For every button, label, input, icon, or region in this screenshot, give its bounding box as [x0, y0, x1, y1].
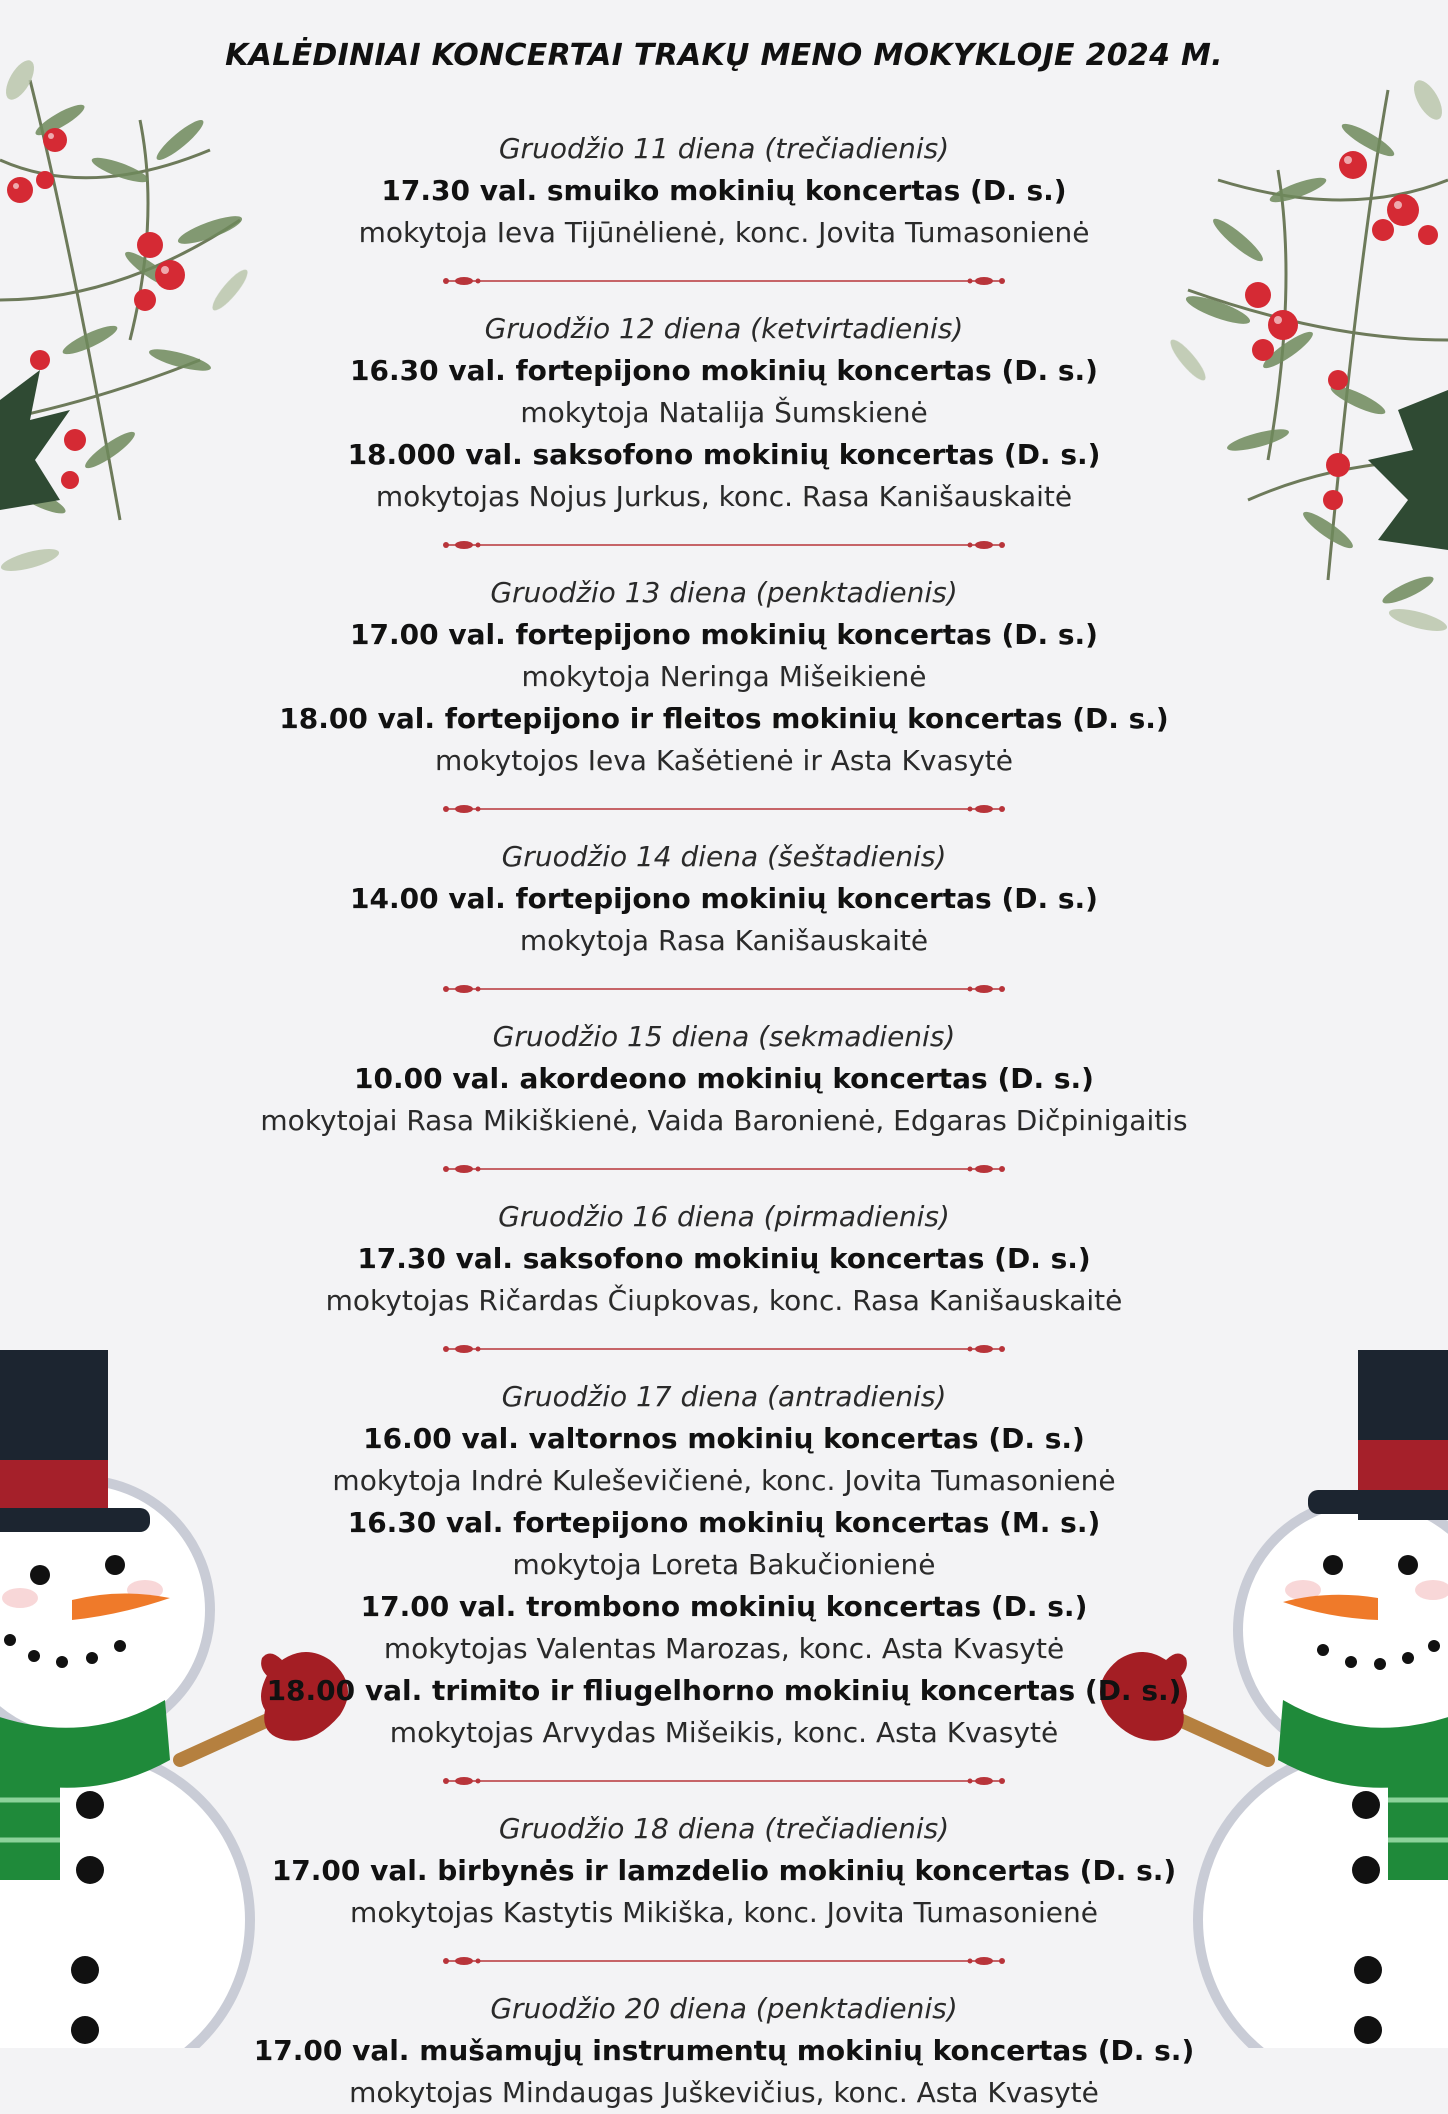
day-heading: Gruodžio 15 diena (sekmadienis): [492, 1020, 956, 1053]
concert-title: 17.30 val. smuiko mokinių koncertas (D. s.): [381, 174, 1067, 207]
ornament-divider-icon: [434, 1342, 1014, 1356]
day-heading: Gruodžio 20 diena (penktadienis): [490, 1992, 958, 2025]
ornament-divider-icon: [434, 538, 1014, 552]
day-section: [200, 128, 1248, 254]
concert-title: 17.00 val. birbynės ir lamzdelio mokinių koncertas (D. s.): [271, 1854, 1177, 1887]
day-section: [200, 1376, 1248, 1754]
ornament-divider-icon: [434, 802, 1014, 816]
concert-teachers: mokytoja Natalija Šumskienė: [520, 396, 928, 429]
concert-teachers: mokytojos Ieva Kašėtienė ir Asta Kvasytė: [435, 744, 1013, 777]
concert-title: 18.000 val. saksofono mokinių koncertas (D. s.): [347, 438, 1101, 471]
ornament-divider-icon: [434, 274, 1014, 288]
concert-teachers: mokytojas Valentas Marozas, konc. Asta Kvasytė: [383, 1632, 1065, 1665]
day-section: [200, 1988, 1248, 2114]
concert-title: 10.00 val. akordeono mokinių koncertas (D. s.): [354, 1062, 1094, 1095]
concert-schedule: [200, 128, 1248, 2114]
concert-teachers: mokytoja Neringa Mišeikienė: [521, 660, 927, 693]
ornament-divider-icon: [434, 1954, 1014, 1968]
day-heading: Gruodžio 13 diena (penktadienis): [490, 576, 958, 609]
concert-title: 18.00 val. trimito ir fliugelhorno mokinių koncertas (D. s.): [266, 1674, 1182, 1707]
concert-teachers: mokytojas Mindaugas Juškevičius, konc. Asta Kvasytė: [349, 2076, 1099, 2109]
day-section: [200, 1196, 1248, 1322]
ornament-divider-icon: [434, 982, 1014, 996]
concert-title: 18.00 val. fortepijono ir fleitos mokinių koncertas (D. s.): [279, 702, 1169, 735]
ornament-divider-icon: [434, 1162, 1014, 1176]
day-heading: Gruodžio 16 diena (pirmadienis): [498, 1200, 950, 1233]
day-section: [200, 836, 1248, 962]
concert-title: 17.30 val. saksofono mokinių koncertas (D. s.): [357, 1242, 1091, 1275]
concert-teachers: mokytojas Nojus Jurkus, konc. Rasa Kanišauskaitė: [375, 480, 1073, 513]
day-heading: Gruodžio 11 diena (trečiadienis): [498, 132, 950, 165]
concert-teachers: mokytojai Rasa Mikiškienė, Vaida Baronienė, Edgaras Dičpinigaitis: [260, 1104, 1188, 1137]
concert-teachers: mokytojas Arvydas Mišeikis, konc. Asta Kvasytė: [389, 1716, 1059, 1749]
day-section: [200, 308, 1248, 518]
concert-teachers: mokytoja Ieva Tijūnėlienė, konc. Jovita Tumasonienė: [358, 216, 1090, 249]
concert-title: 14.00 val. fortepijono mokinių koncertas (D. s.): [350, 882, 1098, 915]
concert-teachers: mokytojas Kastytis Mikiška, konc. Jovita Tumasonienė: [350, 1896, 1098, 1929]
concert-teachers: mokytojas Ričardas Čiupkovas, konc. Rasa Kanišauskaitė: [325, 1284, 1123, 1317]
page-title: KALĖDINIAI KONCERTAI TRAKŲ MENO MOKYKLOJE 2024 M.: [225, 38, 1223, 73]
concert-title: 17.00 val. fortepijono mokinių koncertas (D. s.): [350, 618, 1098, 651]
day-heading: Gruodžio 14 diena (šeštadienis): [501, 840, 947, 873]
concert-teachers: mokytoja Rasa Kanišauskaitė: [519, 924, 929, 957]
day-section: [200, 572, 1248, 782]
concert-title: 17.00 val. trombono mokinių koncertas (D. s.): [360, 1590, 1088, 1623]
day-section: [200, 1808, 1248, 1934]
concert-teachers: mokytoja Indrė Kuleševičienė, konc. Jovita Tumasonienė: [332, 1464, 1116, 1497]
concert-title: 16.30 val. fortepijono mokinių koncertas (D. s.): [350, 354, 1098, 387]
day-section: [200, 1016, 1248, 1142]
concert-title: 16.30 val. fortepijono mokinių koncertas (M. s.): [347, 1506, 1101, 1539]
ornament-divider-icon: [434, 1774, 1014, 1788]
concert-title: 17.00 val. mušamųjų instrumentų mokinių koncertas (D. s.): [253, 2034, 1195, 2067]
day-heading: Gruodžio 17 diena (antradienis): [501, 1380, 947, 1413]
day-heading: Gruodžio 18 diena (trečiadienis): [498, 1812, 950, 1845]
concert-teachers: mokytoja Loreta Bakučionienė: [512, 1548, 936, 1581]
day-heading: Gruodžio 12 diena (ketvirtadienis): [484, 312, 964, 345]
concert-title: 16.00 val. valtornos mokinių koncertas (D. s.): [363, 1422, 1085, 1455]
